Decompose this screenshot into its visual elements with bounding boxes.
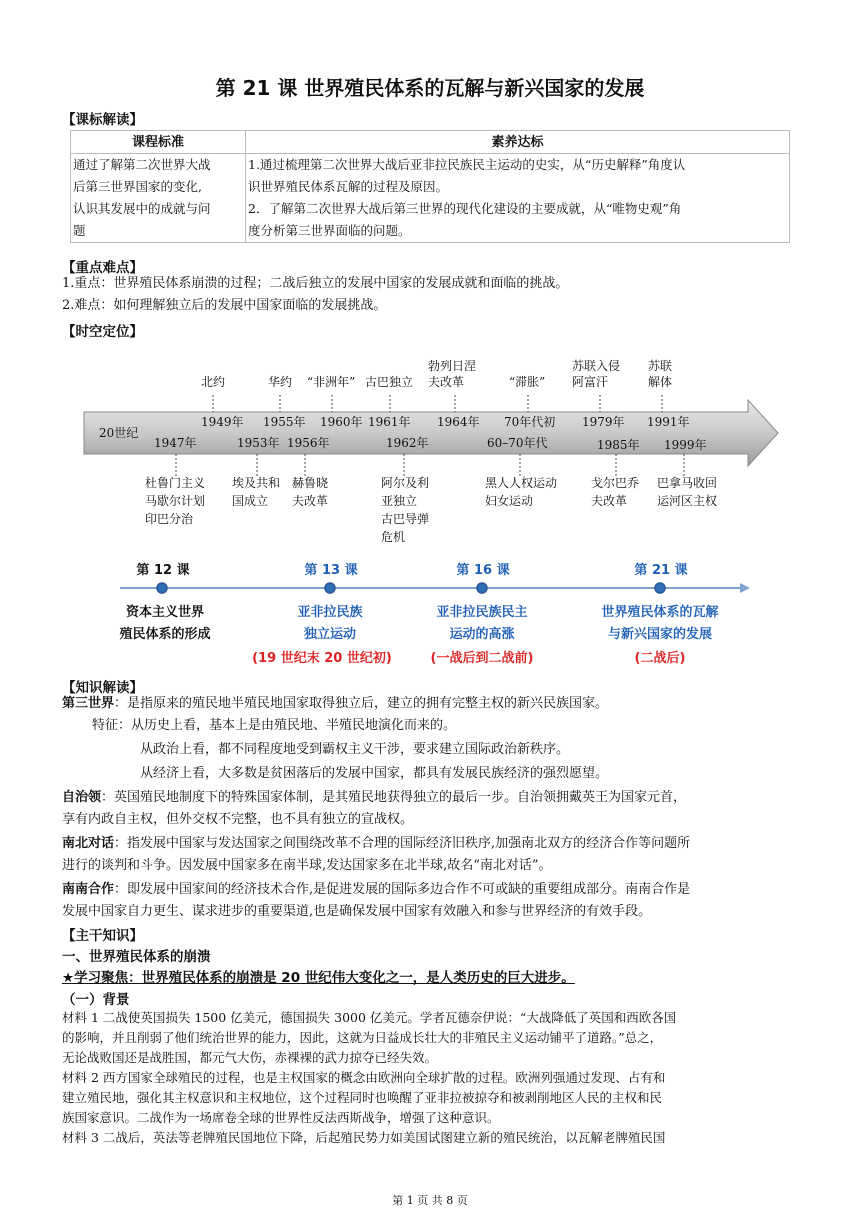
timeline-start: 20世纪 <box>99 426 139 440</box>
year-top: 1960年 <box>320 415 363 429</box>
lesson-name: 亚非拉民族 独立运动 <box>297 605 363 642</box>
lesson-label: 第 21 课 <box>634 563 688 578</box>
lesson-name: 亚非拉民族民主 运动的高涨 <box>436 605 528 642</box>
south-south-def-2: 发展中国家自力更生、谋求进步的重要渠道,也是确保发展中国家有效融入和参与世界经济的有效手段。 <box>62 904 652 919</box>
section-zdnd: 【重点难点】 <box>62 260 143 276</box>
learning-focus: ★学习聚焦：世界殖民体系的崩溃是 20 世纪伟大变化之一，是人类历史的巨大进步。 <box>62 970 575 986</box>
year-bottom: 1953年 <box>237 436 280 450</box>
dominion-def: 自治领：英国殖民地制度下的特殊国家体制，是其殖民地获得独立的最后一步。自治领拥戴英王为国家元首， <box>62 790 687 805</box>
event-bottom: 赫鲁晓 夫改革 <box>292 476 329 508</box>
literacy-cell: 1.通过梳理第二次世界大战后亚非拉民族民主运动的史实，从“历史解释”角度认 识世界殖民体系瓦解的过程及原因。 2．了解第二次世界大战后第三世界的现代化建设的主要成就，从“唯物史观”角 度分析第三世界面临的问题。 <box>246 154 790 243</box>
year-top: 1961年 <box>368 415 411 429</box>
year-top: 1964年 <box>437 415 480 429</box>
event-top: 苏联入侵 阿富汗 <box>572 359 621 389</box>
event-bottom: 埃及共和 国成立 <box>232 476 281 508</box>
feature-2: 从政治上看，都不同程度地受到霸权主义干涉，要求建立国际政治新秩序。 <box>140 742 570 757</box>
standard-cell: 通过了解第二次世界大战 后第三世界国家的变化, 认识其发展中的成就与问 题 <box>71 154 246 243</box>
event-bottom: 巴拿马收回 运河区主权 <box>657 476 718 508</box>
event-top: “非洲年” <box>307 375 356 389</box>
year-bottom: 1956年 <box>287 436 330 450</box>
north-south-def: 南北对话：指发展中国家与发达国家之间围绕改革不合理的国际经济旧秩序,加强南北双方的经济合作等问题所 <box>62 836 691 851</box>
page-title: 第 21 课 世界殖民体系的瓦解与新兴国家的发展 <box>215 76 645 100</box>
year-bottom: 60–70年代 <box>487 436 548 450</box>
section-zsjd: 【知识解读】 <box>62 680 143 696</box>
year-bottom: 1947年 <box>154 436 197 450</box>
year-top: 70年代初 <box>504 415 556 429</box>
event-bottom: 戈尔巴乔 夫改革 <box>591 476 640 508</box>
south-south-def: 南南合作：即发展中国家间的经济技术合作,是促进发展的国际多边合作不可或缺的重要组成部分。南南合作是 <box>62 882 691 897</box>
event-top: “滞胀” <box>509 375 546 389</box>
header-literacy: 素养达标 <box>246 131 790 154</box>
lesson-name: 资本主义世界 殖民体系的形成 <box>119 605 211 642</box>
year-top: 1955年 <box>263 415 306 429</box>
lesson-label: 第 16 课 <box>456 563 510 578</box>
year-top: 1949年 <box>201 415 244 429</box>
event-top: 勃列日涅 夫改革 <box>428 359 477 389</box>
lesson-period: (一战后到二战前) <box>430 651 534 666</box>
feature-3: 从经济上看，大多数是贫困落后的发展中国家，都具有发展民族经济的强烈愿望。 <box>140 766 609 781</box>
heading-collapse: 一、世界殖民体系的崩溃 <box>62 949 211 965</box>
standards-table <box>70 130 790 243</box>
third-world-def: 第三世界：是指原来的殖民地半殖民地国家取得独立后，建立的拥有完整主权的新兴民族国家。 <box>62 696 609 711</box>
section-kbjd: 【课标解读】 <box>62 112 143 128</box>
year-bottom: 1985年 <box>597 438 640 452</box>
header-standard: 课程标准 <box>71 131 246 154</box>
feature-1: 特征：从历史上看，基本上是由殖民地、半殖民地演化而来的。 <box>92 718 457 733</box>
page-footer: 第 1 页 共 8 页 <box>392 1194 468 1207</box>
key-point-1: 1.重点：世界殖民体系崩溃的过程；二战后独立的发展中国家的发展成就和面临的挑战。 <box>62 276 569 291</box>
material-text: 材料 1 二战使英国损失 1500 亿美元，德国损失 3000 亿美元。学者瓦德奈伊说：“大战降低了英国和西欧各国 的影响，并且削弱了他们统治世界的能力，因此，这就为日益成长壮大的非殖民主义运动铺平了道路。”总之， 无论战败国还是战胜国，都元气大伤，赤裸裸的武力掠夺已经失效。 材料 2 西方国家全球殖民的过程，也是主权国家的概念由欧洲向全球扩散的过程。欧洲列强通过发现、占有和 建立殖民地，强化其主权意识和主权地位，这个过程同时也唤醒了亚非拉被掠夺和被剥削地区人民的主权和民 族国家意识。二战作为一场席卷全球的世界性反法西斯战争，增强了这种意识。 材料 3 二战后，英法等老牌殖民国地位下降，后起殖民势力如美国试图建立新的殖民统治，以瓦解老牌殖民国 <box>62 1010 677 1145</box>
event-top: 苏联 解体 <box>648 359 673 389</box>
section-sksw: 【时空定位】 <box>62 324 143 340</box>
event-bottom: 杜鲁门主义 马歇尔计划 印巴分治 <box>145 476 206 526</box>
event-bottom: 黑人人权运动 妇女运动 <box>485 476 558 508</box>
sub-background: （一）背景 <box>62 992 130 1008</box>
lesson-label: 第 12 课 <box>136 563 190 578</box>
event-bottom: 阿尔及利 亚独立 古巴导弹 危机 <box>381 476 430 544</box>
year-top: 1991年 <box>647 415 690 429</box>
lesson-name: 世界殖民体系的瓦解 与新兴国家的发展 <box>601 605 719 642</box>
lesson-period: (二战后) <box>634 651 686 666</box>
key-point-2: 2.难点：如何理解独立后的发展中国家面临的发展挑战。 <box>62 298 387 313</box>
event-top: 北约 <box>201 375 226 389</box>
lesson-period: (19 世纪末 20 世纪初) <box>252 651 392 666</box>
lesson-label: 第 13 课 <box>304 563 358 578</box>
timeline-arrow <box>84 400 778 466</box>
dominion-def-2: 享有内政自主权，但外交权不完整，也不具有独立的宣战权。 <box>62 812 414 827</box>
north-south-def-2: 进行的谈判和斗争。因发展中国家多在南半球,发达国家多在北半球,故名“南北对话”。 <box>62 858 552 873</box>
section-zgzs: 【主干知识】 <box>62 928 143 944</box>
year-bottom: 1962年 <box>386 436 429 450</box>
year-bottom: 1999年 <box>664 438 707 452</box>
event-top: 华约 <box>268 375 293 389</box>
year-top: 1979年 <box>582 415 625 429</box>
event-top: 古巴独立 <box>365 375 414 389</box>
